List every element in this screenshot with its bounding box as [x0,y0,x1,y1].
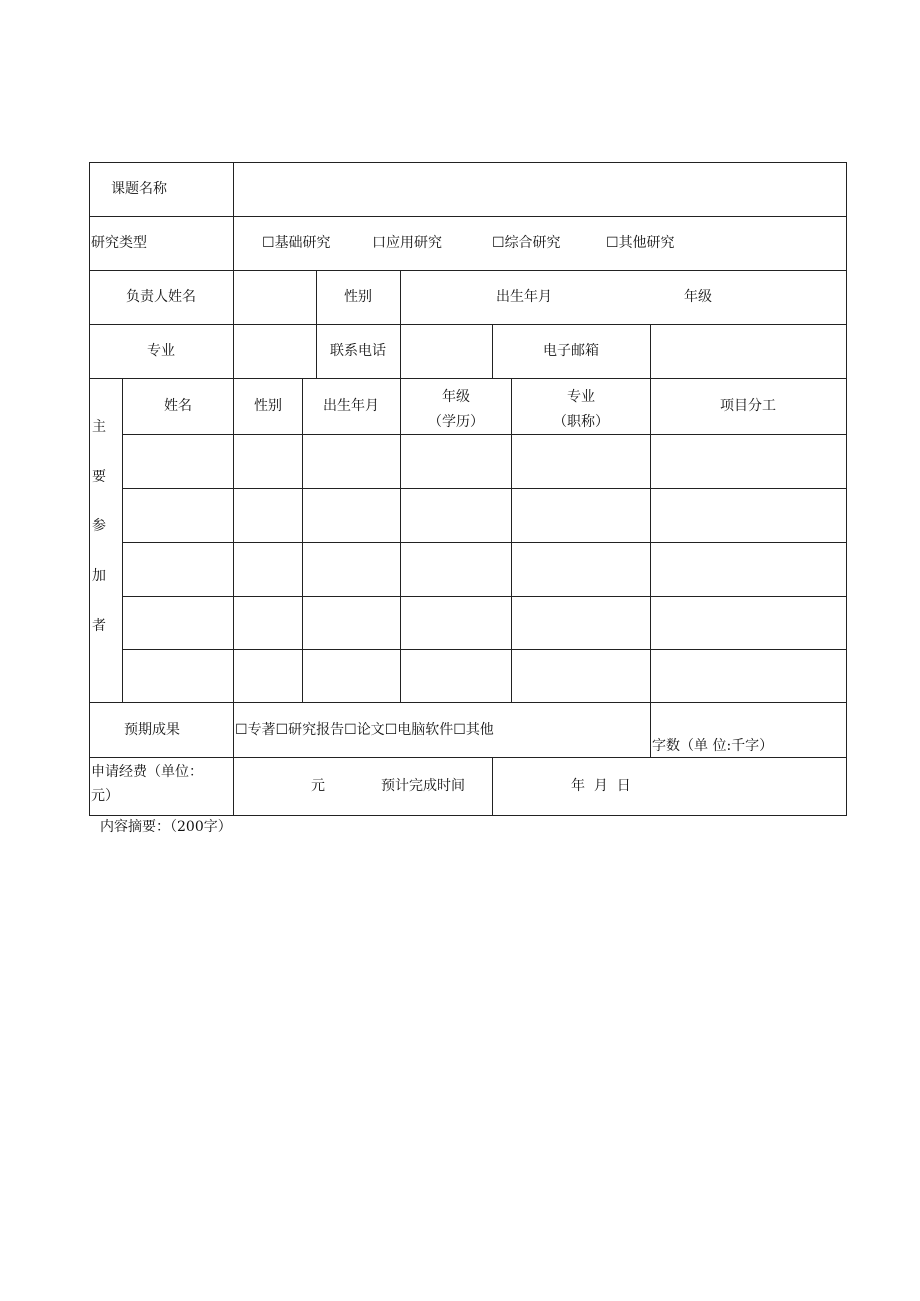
leader-birth-label: 出生年月 [496,289,552,305]
checkbox-icon: ☐ [344,722,357,738]
comprehensive-research-checkbox[interactable]: ☐综合研究 [492,235,561,251]
row-divider [89,270,847,271]
research-type-label: 研究类型 [91,235,147,251]
checkbox-icon: ☐ [262,235,275,251]
checkbox-icon: ☐ [384,722,398,738]
major-label: 专业 [147,343,175,359]
basic-research-checkbox[interactable]: ☐基础研究 [262,235,331,251]
email-label: 电子邮箱 [543,343,599,359]
budget-unit: 元 [311,778,325,794]
participants-header-grade-sub: （学历） [428,414,484,430]
participant-row[interactable] [123,597,846,649]
row-divider [89,757,847,758]
participants-header-birth: 出生年月 [323,398,379,414]
participant-row[interactable] [123,435,846,488]
leader-name-label: 负责人姓名 [126,289,196,305]
col-divider [400,270,401,379]
participants-header-name: 姓名 [164,398,192,414]
col-divider [650,324,651,379]
participant-row[interactable] [123,543,846,596]
finish-date-input[interactable]: 年 月 日 [571,778,631,794]
participants-header-grade: 年级 [442,389,470,405]
participants-header-task: 项目分工 [720,398,776,414]
outcome-options [235,722,494,738]
checkbox-icon: ☐ [492,235,505,251]
participants-side-char: 加 [92,568,106,584]
table-border-top [89,162,847,163]
participant-row[interactable] [123,650,846,702]
participants-header-major: 专业 [567,389,595,405]
abstract-label: 内容摘要：（200字） [100,819,232,835]
row-divider [89,324,847,325]
other-outcome-checkbox[interactable]: ☐其他 [453,722,494,738]
abstract-area[interactable] [89,840,847,1260]
row-divider [89,216,847,217]
leader-name-input[interactable] [236,273,314,322]
col-divider [492,324,493,379]
word-count-label: 字数（单 位:千字） [652,738,774,754]
checkbox-icon: ☐ [606,235,619,251]
row-divider [89,378,847,379]
budget-label: 申请经费（单位： [91,764,203,780]
table-border-left [89,162,90,816]
paper-checkbox[interactable]: ☐论文 [344,722,385,738]
checkbox-icon: ☐ [453,722,466,738]
phone-label: 联系电话 [330,343,386,359]
other-research-checkbox[interactable]: ☐其他研究 [606,235,675,251]
report-checkbox[interactable]: ☐研究报告 [275,722,345,738]
checkbox-icon: 口 [372,235,386,251]
applied-research-checkbox[interactable]: 口应用研究 [372,235,442,251]
leader-grade-label: 年级 [684,289,712,305]
topic-label: 课题名称 [111,181,167,197]
outcome-label: 预期成果 [124,722,180,738]
col-divider [316,270,317,379]
row-divider [89,702,847,703]
table-border-right [846,162,847,816]
budget-amount-input[interactable] [236,760,306,813]
participants-header-major-sub: （职称） [553,414,609,430]
budget-label-cont: 元） [91,788,119,804]
monograph-checkbox[interactable]: ☐专著 [235,722,276,738]
major-input[interactable] [236,327,314,376]
participant-row[interactable] [123,489,846,542]
phone-input[interactable] [403,327,490,376]
software-checkbox[interactable]: ☐电脑软件 [384,722,454,738]
participants-side-char: 主 [92,419,106,435]
participants-header-gender: 性别 [254,398,282,414]
table-border-bottom [89,815,847,816]
checkbox-icon: ☐ [235,722,248,738]
participants-side-char: 要 [92,469,106,485]
col-divider [233,162,234,379]
participants-side-char: 参 [92,518,106,534]
participants-side-char: 者 [92,618,106,634]
email-input[interactable] [653,327,844,376]
col-divider [492,757,493,816]
finish-time-label: 预计完成时间 [381,778,465,794]
leader-gender-label: 性别 [344,289,372,305]
topic-input[interactable] [236,165,844,214]
checkbox-icon: ☐ [275,722,289,738]
